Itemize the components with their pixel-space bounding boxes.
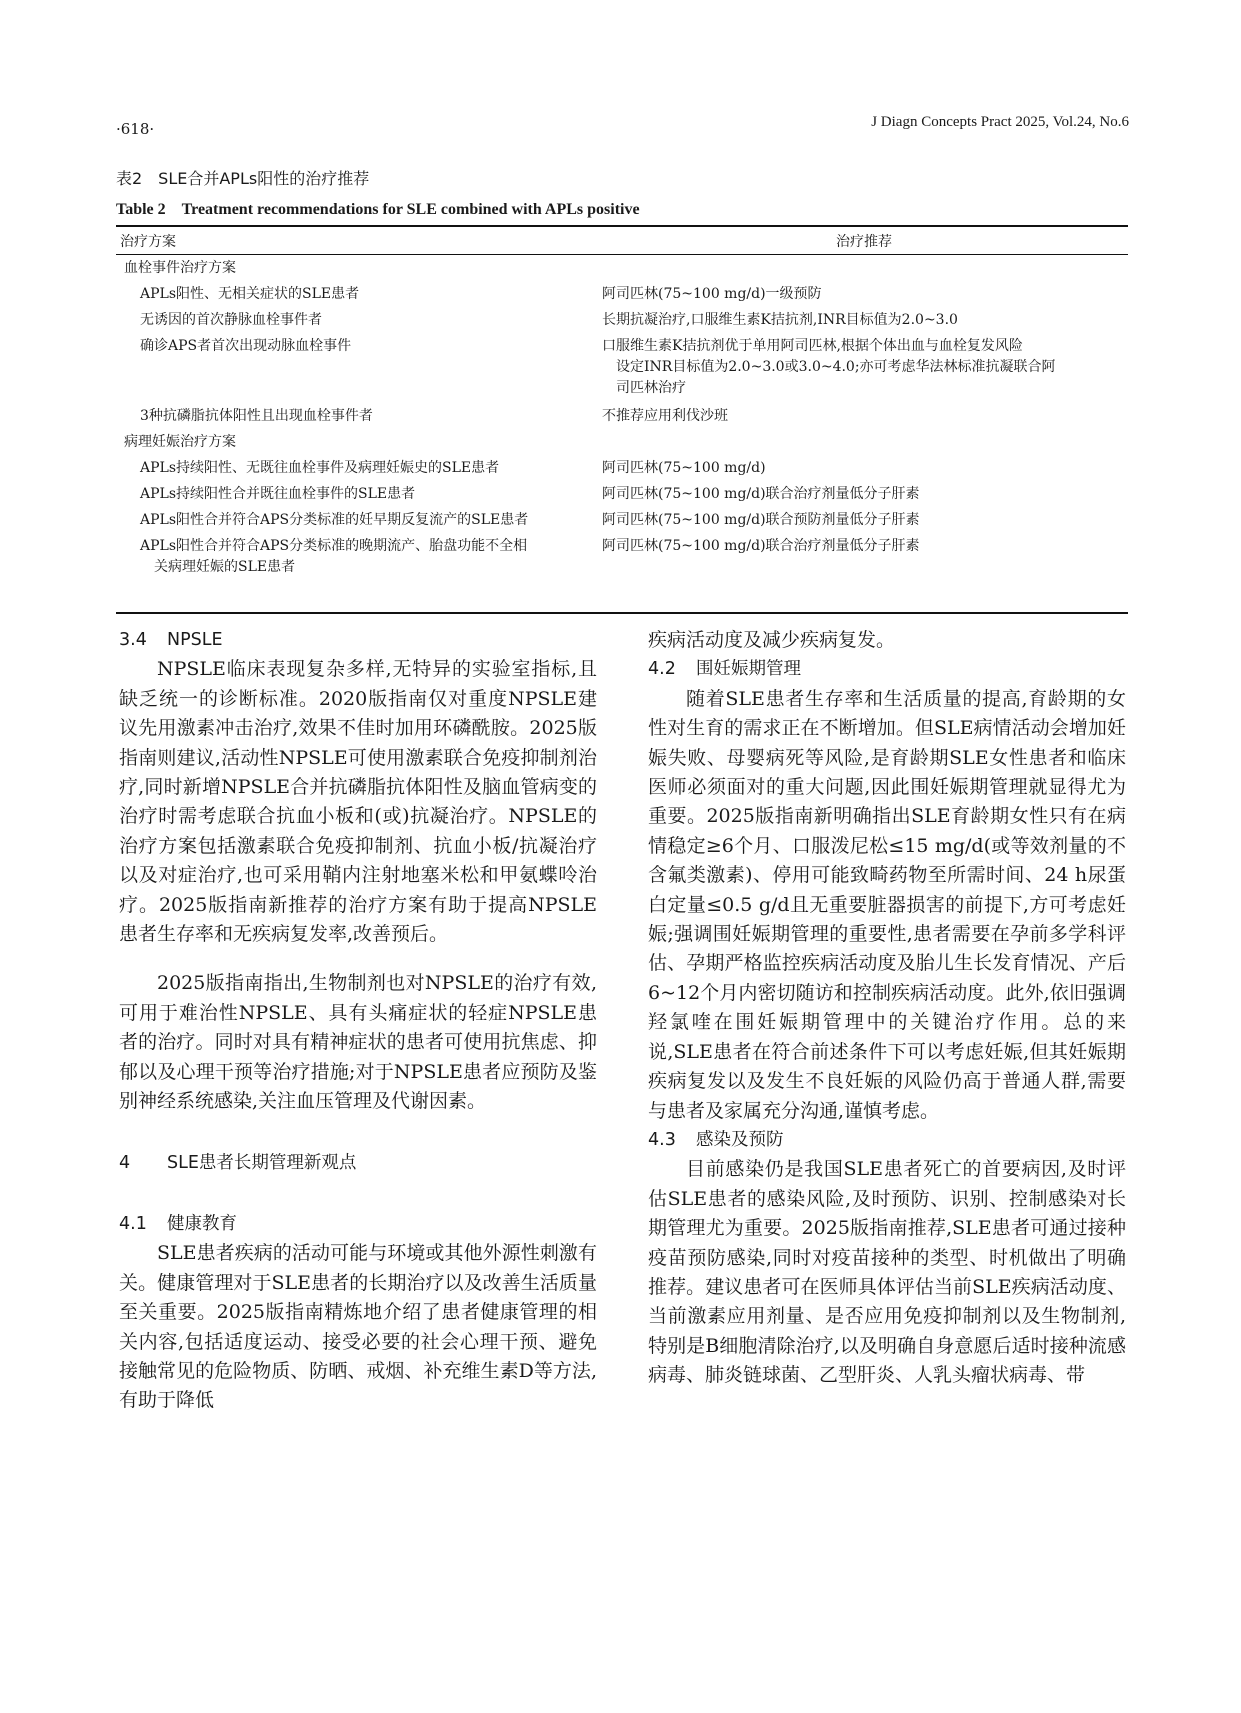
section-title: 围妊娠期管理 [696,659,801,680]
section-number: 4 [119,1152,131,1173]
section-4-2-heading [648,655,1126,684]
table-cell-plan [140,336,594,357]
right-column [648,626,1126,1391]
table-cell-line: APLs阳性合并符合APS分类标准的晚期流产、胎盘功能不全相 [140,538,528,554]
table-cell-recommendation [602,458,1122,479]
table-cell-line: APLs持续阳性合并既往血栓事件的SLE患者 [140,486,416,502]
table-caption-en: Table 2 Treatment recommendations for SLE combined with APLs positive [116,201,640,218]
paragraph: 目前感染仍是我国SLE患者死亡的首要病因,及时评估SLE患者的感染风险,及时预防、识别、控制感染对长期管理尤为重要。2025版指南推荐,SLE患者可通过接种疫苗预防感染,同时对疫苗接种的类型、时机做出了明确推荐。建议患者可在医师具体评估当前SLE疾病活动度、当前激素应用剂量、是否应用免疫抑制剂以及生物制剂,特别是B细胞清除治疗,以及明确自身意愿后适时接种流感病毒、肺炎链球菌、乙型肝炎、人乳头瘤状病毒、带 [648,1158,1126,1387]
section-3-4-heading [119,626,597,655]
table-header-rule [116,254,1128,255]
table-cell-recommendation [602,536,1122,557]
table-top-rule [116,225,1128,227]
table-cell-line: 阿司匹林(75~100 mg/d) [602,460,766,476]
table-cell-plan [140,484,594,505]
table-cell-recommendation [602,484,1122,505]
table-header-treatment-plan: 治疗方案 [120,234,176,250]
table-cell-line: 病理妊娠治疗方案 [124,434,236,450]
table-cell-plan [140,310,594,331]
paragraph: 随着SLE患者生存率和生活质量的提高,育龄期的女性对生育的需求正在不断增加。但SLE病情活动会增加妊娠失败、母婴病死等风险,是育龄期SLE女性患者和临床医师必须面对的重大问题,因此围妊娠期管理就显得尤为重要。2025版指南新明确指出SLE育龄期女性只有在病情稳定≥6个月、口服泼尼松≤15 mg/d(或等效剂量的不含氟类激素)、停用可能致畸药物至所需时间、24 h尿蛋白定量≤0.5 g/d且无重要脏器损害的前提下,方可考虑妊娠;强调围妊娠期管理的重要性,患者需要在孕前多学科评估、孕期严格监控疾病活动度及胎儿生长发育情况、产后6~12个月内密切随访和控制疾病活动度。此外,依旧强调羟氯喹在围妊娠期管理中的关键治疗作用。总的来说,SLE患者在符合前述条件下可以考虑妊娠,但其妊娠期疾病复发以及发生不良妊娠的风险仍高于普通人群,需要与患者及家属充分沟通,谨慎考虑。 [648,687,1126,1122]
paragraph-continued: 疾病活动度及减少疾病复发。 [648,629,896,651]
table-cell-plan [140,536,594,578]
table-cell-line: 阿司匹林(75~100 mg/d)联合治疗剂量低分子肝素 [602,486,920,502]
table-header-recommendation: 治疗推荐 [836,234,892,250]
paragraph: NPSLE临床表现复杂多样,无特异的实验室指标,且缺乏统一的诊断标准。2020版指南仅对重度NPSLE建议先用激素冲击治疗,效果不佳时加用环磷酰胺。2025版指南则建议,活动性NPSLE可使用激素联合免疫抑制剂治疗,同时新增NPSLE合并抗磷脂抗体阳性及脑血管病变的治疗时需考虑联合抗血小板和(或)抗凝治疗。NPSLE的治疗方案包括激素联合免疫抑制剂、抗血小板/抗凝治疗以及对症治疗,也可采用鞘内注射地塞米松和甲氨蝶呤治疗。2025版指南新推荐的治疗方案有助于提高NPSLE患者生存率和无疾病复发率,改善预后。 [119,658,597,946]
table-cell-line: APLs持续阳性、无既往血栓事件及病理妊娠史的SLE患者 [140,460,500,476]
table-cell-line: 长期抗凝治疗,口服维生素K拮抗剂,INR目标值为2.0~3.0 [602,312,958,328]
left-column [119,626,597,1416]
section-title: 健康教育 [167,1213,237,1234]
section-4-1-heading [119,1210,597,1239]
table-cell-line: 阿司匹林(75~100 mg/d)一级预防 [602,286,822,302]
section-number: 4.3 [648,1129,676,1150]
table-cell-recommendation [602,310,1122,331]
table-cell-line: 3种抗磷脂抗体阳性且出现血栓事件者 [140,408,373,424]
section-title: NPSLE [167,630,223,650]
paragraph: SLE患者疾病的活动可能与环境或其他外源性刺激有关。健康管理对于SLE患者的长期治疗以及改善生活质量至关重要。2025版指南精炼地介绍了患者健康管理的相关内容,包括适度运动、接受必要的社会心理干预、避免接触常见的危险物质、防晒、戒烟、补充维生素D等方法,有助于降低 [119,1242,597,1412]
section-4-3-heading [648,1126,1126,1155]
section-title: 感染及预防 [696,1129,784,1150]
section-number: 4.1 [119,1213,147,1234]
journal-info: J Diagn Concepts Pract 2025, Vol.24, No.6 [871,114,1129,130]
table-cell-recommendation [602,406,1122,427]
page-number: ·618· [116,120,155,138]
table-cell-plan [124,258,594,279]
table-cell-line: 血栓事件治疗方案 [124,260,236,276]
table-cell-plan [140,458,594,479]
section-title: SLE患者长期管理新观点 [167,1152,357,1173]
table-bottom-rule [116,612,1128,614]
table-cell-line: 司匹林治疗 [616,380,686,396]
table-cell-line: 阿司匹林(75~100 mg/d)联合治疗剂量低分子肝素 [602,538,920,554]
table-cell-line: 阿司匹林(75~100 mg/d)联合预防剂量低分子肝素 [602,512,920,528]
table-cell-line: 不推荐应用利伐沙班 [602,408,728,424]
section-number: 4.2 [648,659,676,680]
table-cell-line: 无诱因的首次静脉血栓事件者 [140,312,322,328]
table-caption-cn: 表2 SLE合并APLs阳性的治疗推荐 [116,169,370,188]
table-cell-plan [124,432,594,453]
table-cell-plan [140,406,594,427]
table-cell-line: APLs阳性合并符合APS分类标准的妊早期反复流产的SLE患者 [140,512,529,528]
table-cell-plan [140,284,594,305]
table-cell-recommendation [602,510,1122,531]
section-4-heading [119,1149,597,1178]
table-cell-plan [140,510,594,531]
table-cell-line: 确诊APS者首次出现动脉血栓事件 [140,338,352,354]
table-cell-line: APLs阳性、无相关症状的SLE患者 [140,286,360,302]
table-cell-line: 设定INR目标值为2.0~3.0或3.0~4.0;亦可考虑华法林标准抗凝联合阿 [616,359,1056,375]
paragraph: 2025版指南指出,生物制剂也对NPSLE的治疗有效,可用于难治性NPSLE、具有头痛症状的轻症NPSLE患者的治疗。同时对具有精神症状的患者可使用抗焦虑、抑郁以及心理干预等治疗措施;对于NPSLE患者应预防及鉴别神经系统感染,关注血压管理及代谢因素。 [119,972,597,1113]
table-cell-recommendation [602,336,1122,399]
table-cell-line: 关病理妊娠的SLE患者 [154,559,296,575]
section-number: 3.4 [119,630,147,650]
table-cell-line: 口服维生素K拮抗剂优于单用阿司匹林,根据个体出血与血栓复发风险 [602,338,1023,354]
table-cell-recommendation [602,284,1122,305]
